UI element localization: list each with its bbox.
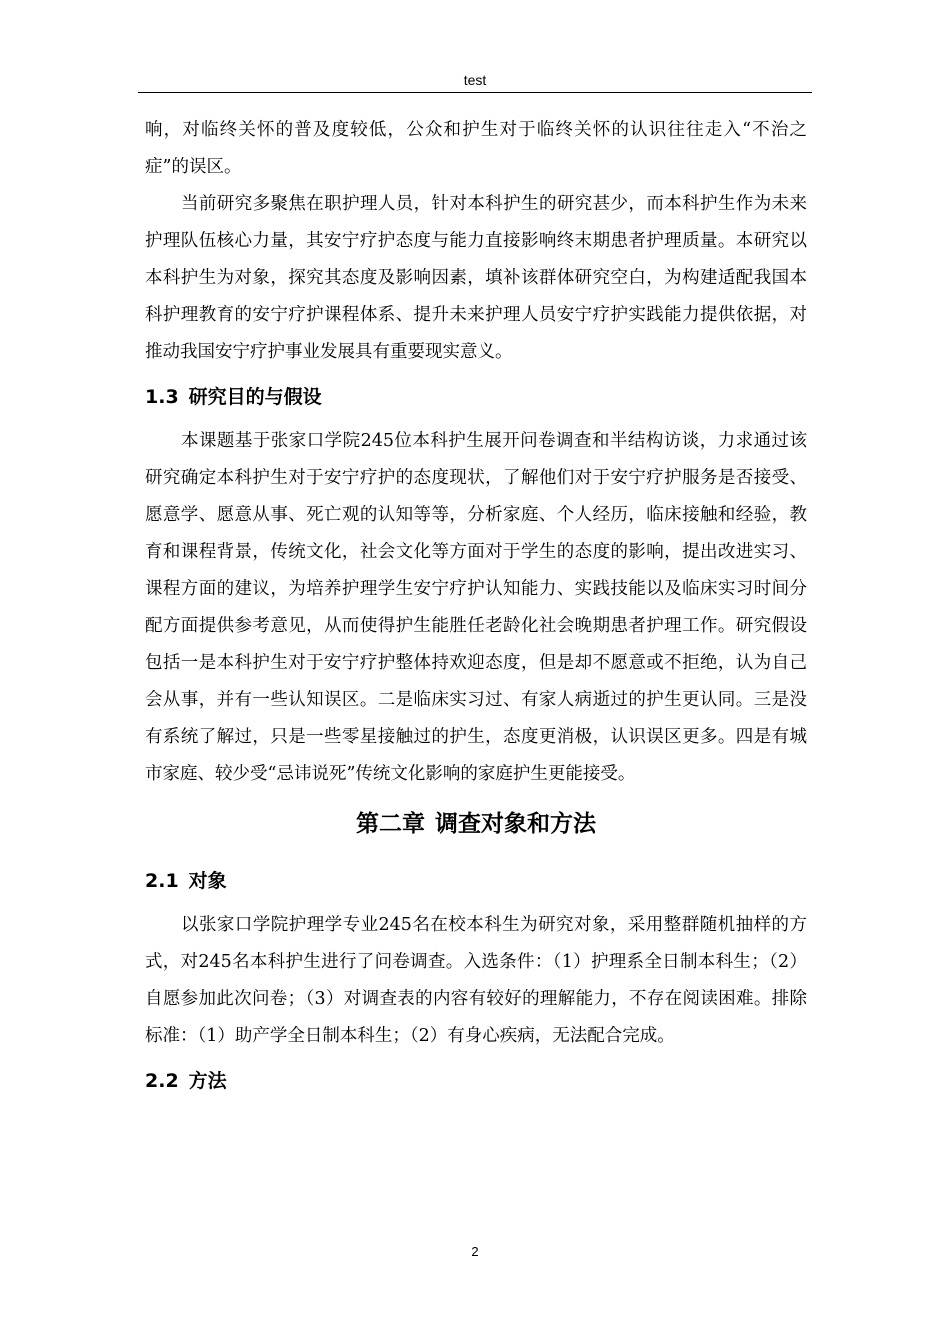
page-header <box>138 70 812 93</box>
section-heading-2-2 <box>145 1055 807 1107</box>
section-heading-2-1 <box>145 855 807 907</box>
page-number: 2 <box>471 1244 479 1259</box>
chapter-title: 调查对象和方法 <box>435 811 596 837</box>
paragraph-research-purpose: 本课题基于张家口学院245位本科护生展开问卷调查和半结构访谈，力求通过该研究确定本科护生对于安宁疗护的态度现状，了解他们对于安宁疗护服务是否接受、愿意学、愿意从事、死亡观的认知等等，分析家庭、个人经历，临床接触和经验，教育和课程背景，传统文化，社会文化等方面对于学生的态度的影响，提出改进实习、课程方面的建议，为培养护理学生安宁疗护认知能力、实践技能以及临床实习时间分配方面提供参考意见，从而使得护生能胜任老龄化社会晚期患者护理工作。研究假设包括一是本科护生对于安宁疗护整体持欢迎态度，但是却不愿意或不拒绝，认为自己会从事，并有一些认知误区。二是临床实习过、有家人病逝过的护生更认同。三是没有系统了解过，只是一些零星接触过的护生，态度更消极，认识误区更多。四是有城市家庭、较少受“忌讳说死”传统文化影响的家庭护生更能接受。 <box>145 431 807 784</box>
section-number: 2.2 <box>145 1070 179 1092</box>
page-footer <box>0 1244 950 1259</box>
chapter-heading-2 <box>145 793 807 855</box>
paragraph-continuation: 响，对临终关怀的普及度较低，公众和护生对于临终关怀的认识往往走入“不治之症”的误区。 <box>145 120 807 177</box>
section-title: 对象 <box>188 870 227 892</box>
section-heading-1-3 <box>145 371 807 423</box>
chapter-number: 第二章 <box>356 811 425 837</box>
section-title: 方法 <box>188 1070 227 1092</box>
paragraph-subjects: 以张家口学院护理学专业245名在校本科生为研究对象，采用整群随机抽样的方式，对245名本科护生进行了问卷调查。入选条件：（1）护理系全日制本科生；（2）自愿参加此次问卷；（3）对调查表的内容有较好的理解能力，不存在阅读困难。排除标准：（1）助产学全日制本科生；（2）有身心疾病，无法配合完成。 <box>145 915 807 1046</box>
section-number: 2.1 <box>145 870 179 892</box>
header-title: test <box>463 72 487 88</box>
paragraph-research-significance: 当前研究多聚焦在职护理人员，针对本科护生的研究甚少，而本科护生作为未来护理队伍核心力量，其安宁疗护态度与能力直接影响终末期患者护理质量。本研究以本科护生为对象，探究其态度及影响因素，填补该群体研究空白，为构建适配我国本科护理教育的安宁疗护课程体系、提升未来护理人员安宁疗护实践能力提供依据，对推动我国安宁疗护事业发展具有重要现实意义。 <box>145 194 807 362</box>
document-body <box>145 112 807 1107</box>
section-title: 研究目的与假设 <box>188 386 322 408</box>
section-number: 1.3 <box>145 386 179 408</box>
